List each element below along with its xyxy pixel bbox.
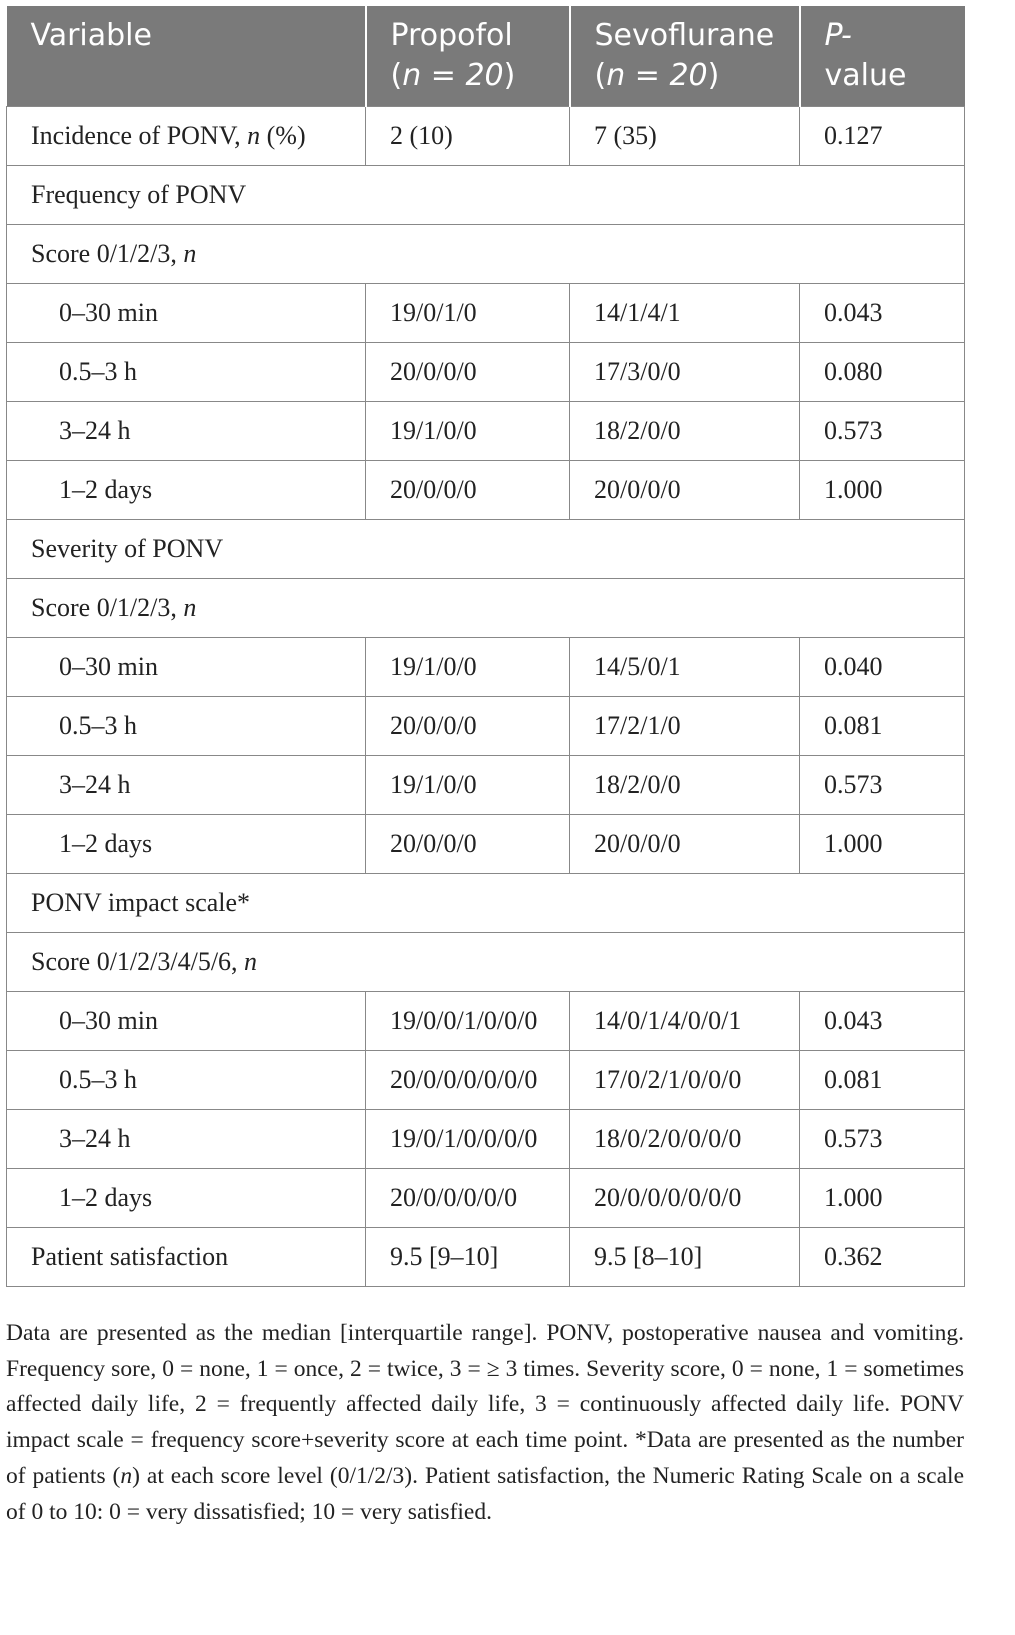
sevoflurane-cell: 14/0/1/4/0/0/1 <box>570 992 800 1051</box>
sevoflurane-cell: 14/5/0/1 <box>570 638 800 697</box>
section-row <box>7 874 965 933</box>
section-label: PONV impact scale* <box>7 874 965 933</box>
table-row <box>7 1169 965 1228</box>
row-label: 3–24 h <box>7 756 366 815</box>
header-propofol: Propofol (n = 20) <box>366 6 570 107</box>
row-label: 3–24 h <box>7 1110 366 1169</box>
propofol-cell: 20/0/0/0 <box>366 815 570 874</box>
table-row <box>7 638 965 697</box>
table-row <box>7 992 965 1051</box>
sevoflurane-cell: 20/0/0/0 <box>570 461 800 520</box>
p-value-cell: 1.000 <box>800 461 965 520</box>
table-row <box>7 461 965 520</box>
p-value-cell: 0.573 <box>800 1110 965 1169</box>
table-row <box>7 756 965 815</box>
row-label: Patient satisfaction <box>7 1228 366 1287</box>
table-row <box>7 343 965 402</box>
results-table-container <box>6 6 964 1287</box>
section-row <box>7 579 965 638</box>
sevoflurane-cell: 18/2/0/0 <box>570 756 800 815</box>
table-row <box>7 402 965 461</box>
p-value-cell: 0.127 <box>800 107 965 166</box>
header-variable: Variable <box>7 6 366 107</box>
p-value-cell: 0.040 <box>800 638 965 697</box>
section-label: Score 0/1/2/3, n <box>7 579 965 638</box>
section-row <box>7 166 965 225</box>
table-row <box>7 107 965 166</box>
sevoflurane-cell: 17/2/1/0 <box>570 697 800 756</box>
section-row <box>7 520 965 579</box>
propofol-cell: 19/0/0/1/0/0/0 <box>366 992 570 1051</box>
sevoflurane-cell: 14/1/4/1 <box>570 284 800 343</box>
row-label: 0.5–3 h <box>7 697 366 756</box>
sevoflurane-cell: 9.5 [8–10] <box>570 1228 800 1287</box>
sevoflurane-cell: 18/0/2/0/0/0/0 <box>570 1110 800 1169</box>
section-label: Score 0/1/2/3/4/5/6, n <box>7 933 965 992</box>
p-value-cell: 0.081 <box>800 697 965 756</box>
p-value-cell: 0.081 <box>800 1051 965 1110</box>
propofol-cell: 2 (10) <box>366 107 570 166</box>
propofol-cell: 19/0/1/0/0/0/0 <box>366 1110 570 1169</box>
sevoflurane-cell: 20/0/0/0 <box>570 815 800 874</box>
row-label: 1–2 days <box>7 1169 366 1228</box>
propofol-cell: 19/1/0/0 <box>366 638 570 697</box>
sevoflurane-cell: 18/2/0/0 <box>570 402 800 461</box>
table-row <box>7 697 965 756</box>
row-label: 0–30 min <box>7 638 366 697</box>
sevoflurane-cell: 20/0/0/0/0/0/0 <box>570 1169 800 1228</box>
propofol-cell: 20/0/0/0 <box>366 697 570 756</box>
table-row <box>7 1051 965 1110</box>
p-value-cell: 1.000 <box>800 815 965 874</box>
propofol-cell: 19/0/1/0 <box>366 284 570 343</box>
table-row <box>7 284 965 343</box>
table-row <box>7 1228 965 1287</box>
table-row <box>7 1110 965 1169</box>
p-value-cell: 1.000 <box>800 1169 965 1228</box>
sevoflurane-cell: 7 (35) <box>570 107 800 166</box>
row-label: 0.5–3 h <box>7 1051 366 1110</box>
section-label: Score 0/1/2/3, n <box>7 225 965 284</box>
propofol-cell: 9.5 [9–10] <box>366 1228 570 1287</box>
header-p-value: P- value <box>800 6 965 107</box>
propofol-cell: 19/1/0/0 <box>366 756 570 815</box>
p-value-cell: 0.573 <box>800 402 965 461</box>
header-sevoflurane: Sevoflurane (n = 20) <box>570 6 800 107</box>
row-label: 0.5–3 h <box>7 343 366 402</box>
propofol-cell: 20/0/0/0 <box>366 461 570 520</box>
row-label: 1–2 days <box>7 461 366 520</box>
propofol-cell: 19/1/0/0 <box>366 402 570 461</box>
row-label: 0–30 min <box>7 284 366 343</box>
table-header-row <box>7 6 965 107</box>
section-row <box>7 225 965 284</box>
row-label: 1–2 days <box>7 815 366 874</box>
row-label: Incidence of PONV, n (%) <box>7 107 366 166</box>
results-table <box>6 6 965 1287</box>
sevoflurane-cell: 17/3/0/0 <box>570 343 800 402</box>
p-value-cell: 0.043 <box>800 284 965 343</box>
table-footnote: Data are presented as the median [interquartile range]. PONV, postoperative nausea and vomiting. Frequency sore, 0 = none, 1 = once, 2 = twice, 3 = ≥ 3 times. Severity score, 0 = none, 1 = sometimes affected daily life, 2 = frequently affected daily life, 3 = continuously affected daily life. PONV impact scale = frequency score+severity score at each time point. *Data are presented as the number of patients (n) at each score level (0/1/2/3). Patient satisfaction, the Numeric Rating Scale on a scale of 0 to 10: 0 = very dissatisfied; 10 = very satisfied. <box>6 1320 964 1525</box>
section-label: Frequency of PONV <box>7 166 965 225</box>
p-value-cell: 0.573 <box>800 756 965 815</box>
p-value-cell: 0.362 <box>800 1228 965 1287</box>
propofol-cell: 20/0/0/0 <box>366 343 570 402</box>
row-label: 0–30 min <box>7 992 366 1051</box>
row-label: 3–24 h <box>7 402 366 461</box>
section-label: Severity of PONV <box>7 520 965 579</box>
table-row <box>7 815 965 874</box>
p-value-cell: 0.080 <box>800 343 965 402</box>
propofol-cell: 20/0/0/0/0/0/0 <box>366 1051 570 1110</box>
p-value-cell: 0.043 <box>800 992 965 1051</box>
sevoflurane-cell: 17/0/2/1/0/0/0 <box>570 1051 800 1110</box>
section-row <box>7 933 965 992</box>
propofol-cell: 20/0/0/0/0/0 <box>366 1169 570 1228</box>
